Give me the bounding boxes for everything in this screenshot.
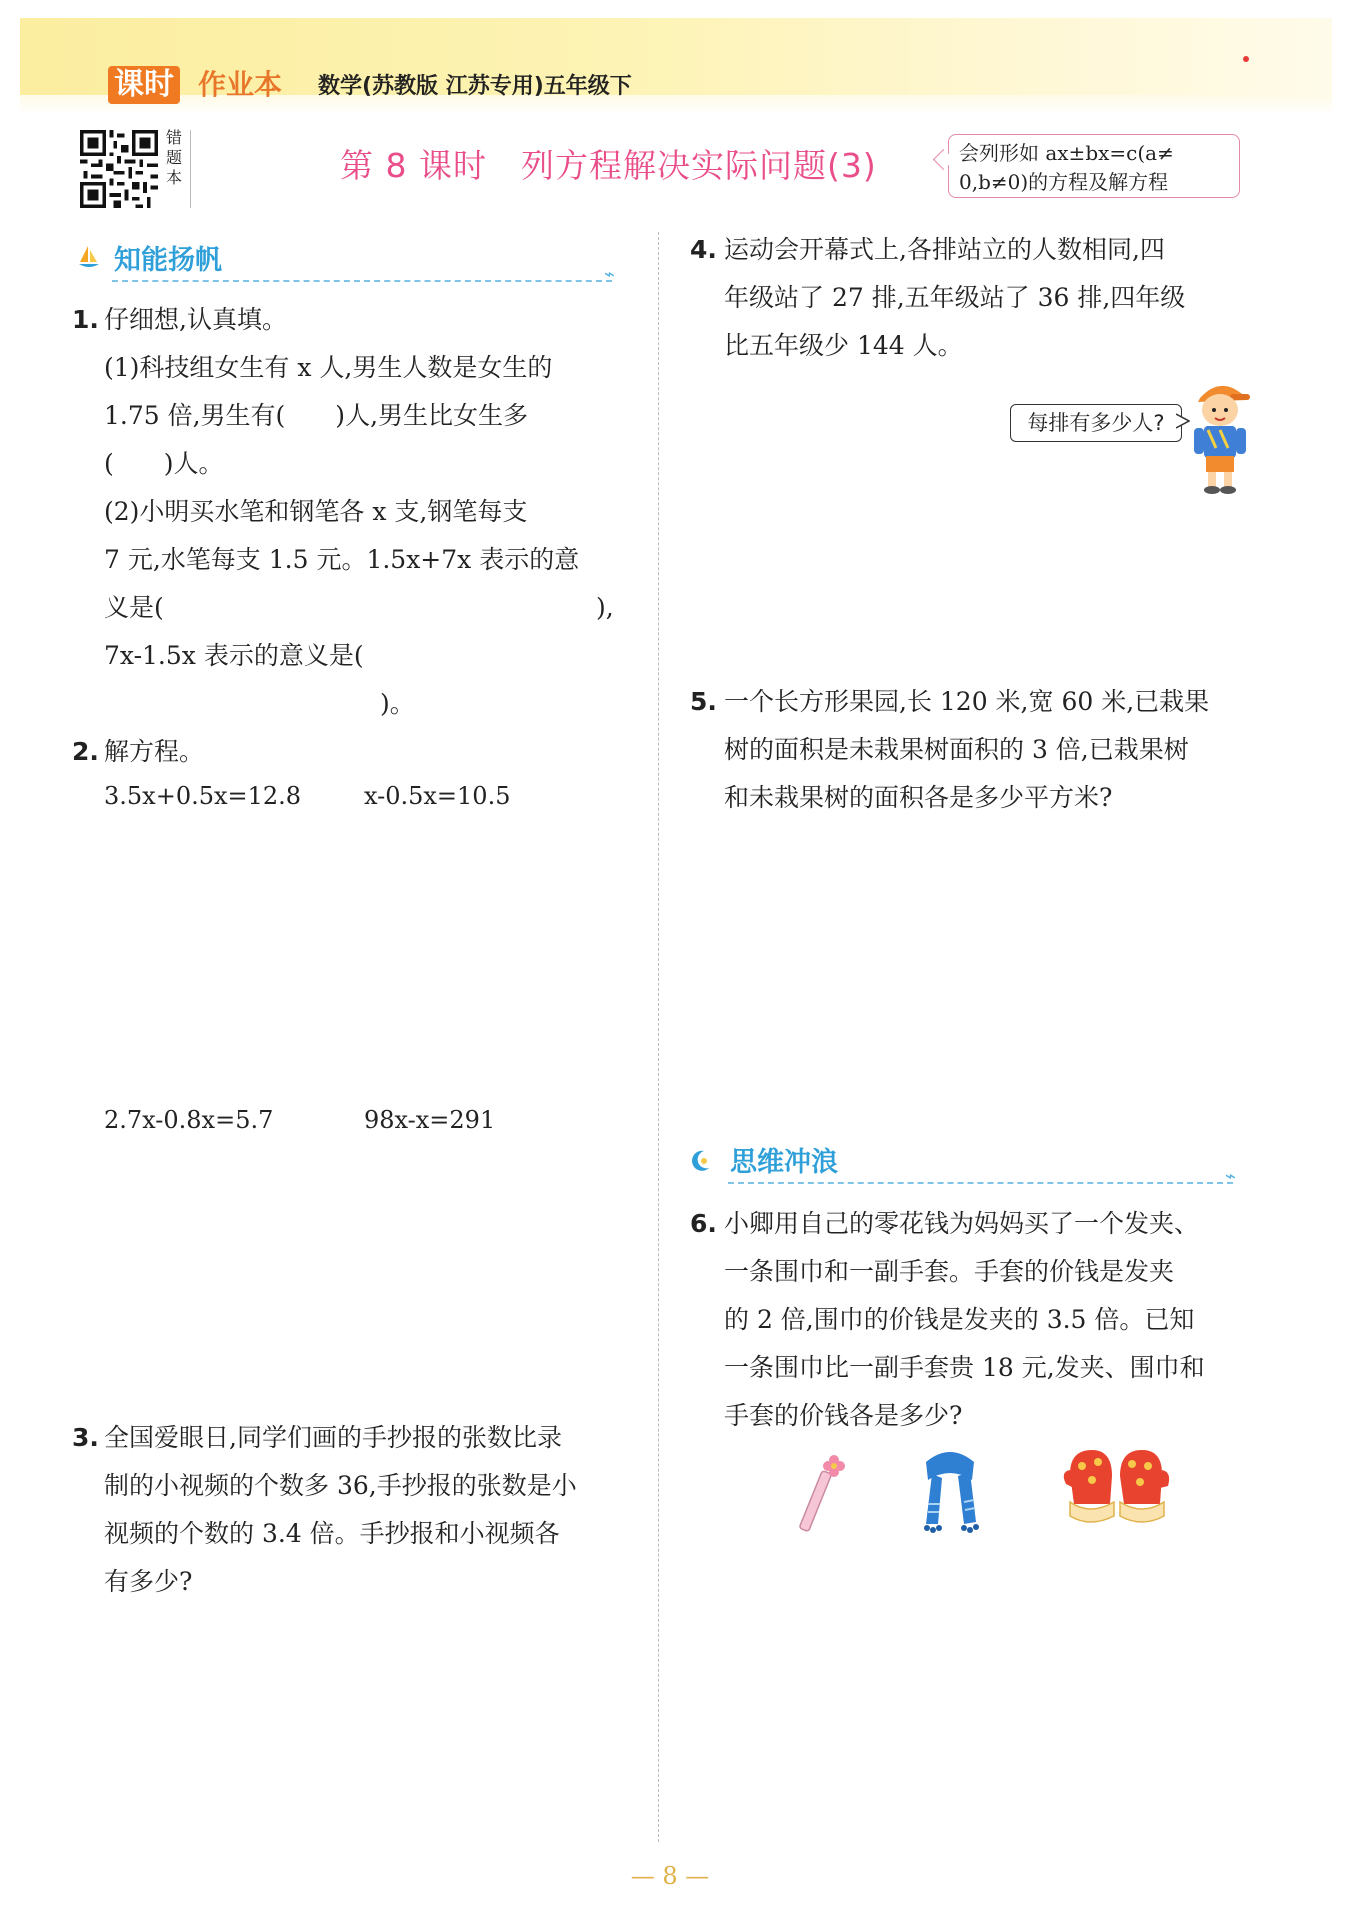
boy-illustration-icon — [1186, 376, 1256, 498]
qr-label: 错题本 — [166, 128, 183, 187]
q3-line3: 视频的个数的 3.4 倍。手抄报和小视频各 — [104, 1519, 560, 1548]
q1-part1-line3: ( )人。 — [104, 449, 224, 478]
question-number-5: 5. — [690, 687, 717, 716]
q1-part1-line1: (1)科技组女生有 x 人,男生人数是女生的 — [104, 353, 553, 382]
q2-stem: 解方程。 — [104, 737, 205, 766]
q2-equation-4: 98x-x=291 — [364, 1106, 496, 1134]
sailboat-icon — [78, 244, 100, 270]
goal-line-1: 会列形如 ax±bx=c(a≠ — [959, 141, 1174, 165]
learning-goal-box — [948, 134, 1240, 198]
q1-part2-line3a: 义是( — [104, 593, 164, 622]
qr-code-icon[interactable] — [80, 130, 158, 208]
section-title-zhineng: 知能扬帆 — [114, 245, 222, 276]
section-title-siwei: 思维冲浪 — [730, 1147, 838, 1178]
question-number-6: 6. — [690, 1209, 717, 1238]
column-divider — [658, 232, 659, 1842]
goal-line-2: 0,b≠0)的方程及解方程 — [959, 170, 1169, 194]
section-divider-left — [112, 280, 612, 282]
q3-line2: 制的小视频的个数多 36,手抄报的张数是小 — [104, 1471, 577, 1500]
q6-line5: 手套的价钱各是多少? — [724, 1401, 963, 1430]
q5-line1: 一个长方形果园,长 120 米,宽 60 米,已栽果 — [724, 687, 1210, 716]
mittens-icon — [1060, 1444, 1172, 1528]
q1-part2-line4: 7x-1.5x 表示的意义是( — [104, 641, 364, 670]
q1-part1-line2: 1.75 倍,男生有( )人,男生比女生多 — [104, 401, 529, 430]
question-number-2: 2. — [72, 737, 99, 766]
wave-arrow-icon: ⌁ — [1225, 1166, 1236, 1187]
hairclip-icon — [796, 1452, 852, 1534]
q1-part2-line5: )。 — [380, 689, 415, 718]
q2-equation-1: 3.5x+0.5x=12.8 — [104, 782, 302, 810]
wave-arrow-icon: ⌁ — [604, 264, 615, 285]
q2-equation-2: x-0.5x=10.5 — [364, 782, 511, 810]
subject-label: 数学(苏教版 江苏专用)五年级下 — [318, 74, 632, 99]
q3-line1: 全国爱眼日,同学们画的手抄报的张数比录 — [104, 1423, 562, 1452]
q1-part2-line2: 7 元,水笔每支 1.5 元。1.5x+7x 表示的意 — [104, 545, 580, 574]
q4-line3: 比五年级少 144 人。 — [724, 331, 963, 360]
page-number: — 8 — — [630, 1862, 710, 1890]
scarf-icon — [912, 1444, 988, 1536]
question-number-4: 4. — [690, 235, 717, 264]
q1-part2-line3b: ), — [596, 593, 614, 622]
q5-line3: 和未栽果树的面积各是多少平方米? — [724, 783, 1113, 812]
q3-line4: 有多少? — [104, 1567, 193, 1596]
q6-line3: 的 2 倍,围巾的价钱是发夹的 3.5 倍。已知 — [724, 1305, 1195, 1334]
brand-name: 作业本 — [198, 68, 283, 101]
brand-logo: 课时 — [108, 66, 180, 104]
q6-line1: 小卿用自己的零花钱为妈妈买了一个发夹、 — [724, 1209, 1200, 1238]
q6-line2: 一条围巾和一副手套。手套的价钱是发夹 — [724, 1257, 1175, 1286]
q1-stem: 仔细想,认真填。 — [104, 305, 287, 334]
q1-part2-line1: (2)小明买水笔和钢笔各 x 支,钢笔每支 — [104, 497, 528, 526]
question-number-1: 1. — [72, 305, 99, 334]
q6-line4: 一条围巾比一副手套贵 18 元,发夹、围巾和 — [724, 1353, 1205, 1382]
section-divider-right — [728, 1182, 1233, 1184]
moon-wave-icon — [690, 1148, 712, 1174]
q5-line2: 树的面积是未栽果树面积的 3 倍,已栽果树 — [724, 735, 1189, 764]
q2-equation-3: 2.7x-0.8x=5.7 — [104, 1106, 274, 1134]
decor-dot — [1243, 56, 1249, 62]
lesson-title: 第 8 课时 列方程解决实际问题(3) — [340, 146, 877, 185]
q4-line2: 年级站了 27 排,五年级站了 36 排,四年级 — [724, 283, 1186, 312]
question-number-3: 3. — [72, 1423, 99, 1452]
qr-divider — [190, 130, 191, 208]
q4-line1: 运动会开幕式上,各排站立的人数相同,四 — [724, 235, 1165, 264]
speech-bubble: 每排有多少人? — [1010, 404, 1182, 442]
